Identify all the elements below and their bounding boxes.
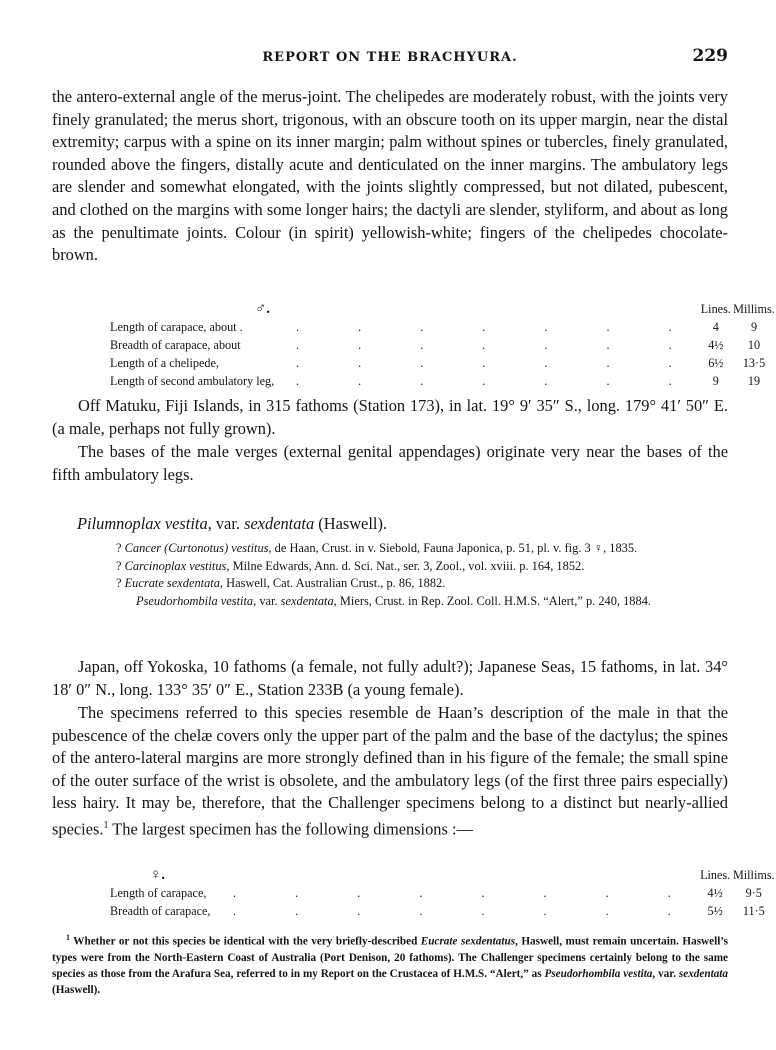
body-paragraph-1 bbox=[52, 86, 728, 267]
col-header-millims: Millims. bbox=[732, 867, 775, 882]
table-row: Breadth of carapace, about . . . . . . . 4½ 10 bbox=[110, 337, 761, 352]
paragraph-text: the antero-external angle of the merus-joint. The chelipedes are moderately robust, with the joints very finely granulated; the merus short, trigonous, with an obscure tooth on its upper margin, near the distal extremity; carpus with a spine on its inner margin; palm without spines or tubercles, finely granulated, rounded above the fingers, distally acute and denticulated on the inner margins. The ambulatory legs are slender and somewhat elongated, with the joints slightly compressed, but not dilated, pubescent, and clothed on the margins with some longer hairs; the dactyli are slender, styliform, and about as long as the penultimate joints. Colour (in spirit) yellowish-white; fingers of the chelipedes chocolate-brown. bbox=[52, 87, 728, 265]
page-number: 229 bbox=[692, 46, 728, 66]
species-heading: Pilumnoplax vestita, var. sexdentata (Haswell). bbox=[77, 514, 387, 533]
synonymy-entry: ? Cancer (Curtonotus) vestitus, de Haan, Crust. in v. Siebold, Fauna Japonica, p. 51, pl. v. fig. 3 ♀, 1835. bbox=[116, 541, 638, 555]
synonymy-entry: ? Eucrate sexdentata, Haswell, Cat. Australian Crust., p. 86, 1882. bbox=[116, 576, 446, 590]
measurements-table-female bbox=[110, 866, 776, 920]
body-paragraph-2: The bases of the male verges (external genital appendages) originate very near the bases of the fifth ambulatory legs. bbox=[52, 442, 728, 484]
synonymy-entry: ? Carcinoplax vestitus, Milne Edwards, Ann. d. Sci. Nat., ser. 3, Zool., vol. xviii. p. 164, 1852. bbox=[116, 558, 585, 573]
measurements-table-male bbox=[110, 300, 776, 390]
footnote-reference[interactable]: 1 bbox=[103, 819, 109, 831]
locality-paragraph-2: Japan, off Yokoska, 10 fathoms (a female, not fully adult?); Japanese Seas, 15 fathoms, in lat. 34° 18′ 0″ N., long. 133° 35′ 0″ E., Station 233B (a young female). bbox=[52, 657, 728, 699]
synonymy-list bbox=[52, 540, 728, 610]
table-row: Length of a chelipede, . . . . . . . 6½ 13·5 bbox=[110, 355, 766, 370]
table-row: Length of carapace, . . . . . . . . 4½ 9·5 bbox=[110, 885, 762, 900]
running-title: REPORT ON THE BRACHYURA. bbox=[262, 50, 518, 65]
locality-paragraph-1: Off Matuku, Fiji Islands, in 315 fathoms (Station 173), in lat. 19° 9′ 35″ S., long. 179° 41′ 50″ E. (a male, perhaps not fully grown). bbox=[52, 396, 728, 438]
table-row: Breadth of carapace, . . . . . . . . 5½ 11·5 bbox=[110, 903, 765, 918]
sex-symbol: ♂. bbox=[255, 300, 270, 317]
col-header-lines: Lines. bbox=[700, 867, 731, 882]
col-header-millims: Millims. bbox=[733, 301, 775, 316]
synonymy-entry: Pseudorhombila vestita, var. sexdentata, Miers, Crust. in Rep. Zool. Coll. H.M.S. “Alert,” p. 240, 1884. bbox=[136, 593, 651, 608]
running-header bbox=[52, 44, 728, 68]
footnote: $^1$ Whether or not this species be identical with the very briefly-described Eucrate sexdentatus, Haswell, must remain uncertain. Haswell’s types were from the North-Eastern Coast of Australia (Port Denison, 20 fathoms). The Challenger specimens certainly belong to the same species as those from the Arafura Sea, referred to in my Report on the Crustacea of H.M.S. “Alert,” as Pseudorhombila vestita, var. sexdentata (Haswell). bbox=[52, 933, 728, 996]
col-header-lines: Lines. bbox=[700, 301, 731, 316]
table-row: Length of second ambulatory leg, . . . . . . . 9 19 bbox=[110, 373, 761, 388]
table-row: Length of carapace, about . . . . . . . . 4 9 bbox=[110, 319, 758, 334]
body-paragraph-3: The specimens referred to this species resemble de Haan’s description of the male in that the pubescence of the chelæ covers only the upper part of the palm and the base of the dactylus; the spines of the antero-lateral margins are more strongly defined than in his figure of the female; the small spine of the outer surface of the wrist is obsolete, and the ambulatory legs (of the first three pairs especially) less hairy. It may be, therefore, that the Challenger specimens belong to a distinct but nearly-allied species.$^1$ The largest specimen has the following dimensions :— bbox=[52, 703, 728, 839]
sex-symbol: ♀. bbox=[150, 866, 165, 883]
